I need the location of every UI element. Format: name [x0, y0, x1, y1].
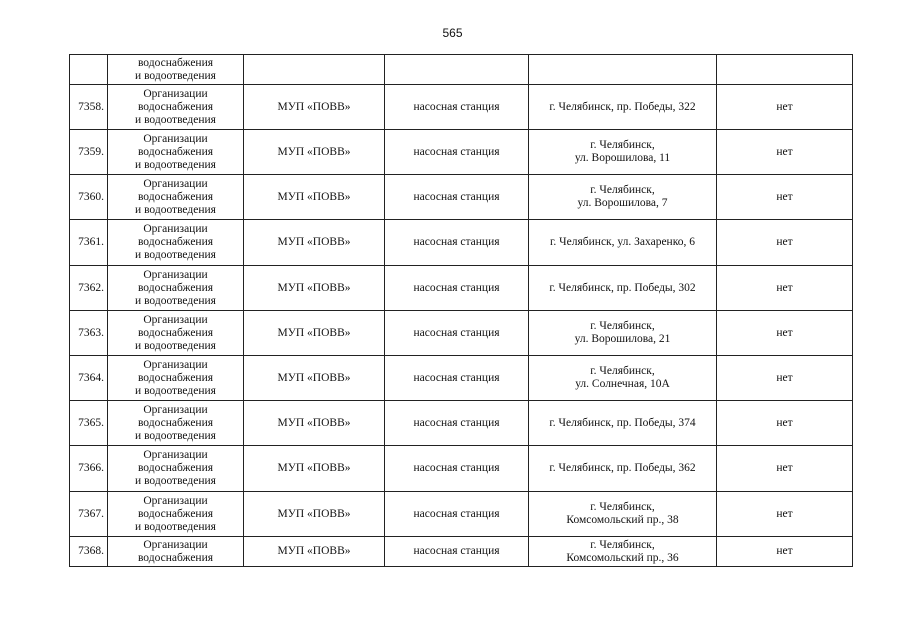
- row-number-cell: 7361.: [70, 220, 108, 266]
- category-line: водоснабжения: [137, 281, 214, 294]
- object-cell: насосная станция: [385, 356, 529, 401]
- category-cell: [108, 175, 244, 220]
- table-row: [70, 130, 853, 175]
- address-line: г. Челябинск,: [590, 320, 655, 332]
- category-line: и водоотведения: [135, 339, 216, 352]
- category-cell: [108, 446, 244, 492]
- category-cell: [108, 55, 244, 85]
- category-cell: [108, 85, 244, 130]
- object-cell: насосная станция: [385, 537, 529, 567]
- owner-cell: [244, 55, 385, 85]
- status-cell: нет: [717, 175, 853, 220]
- table-row: [70, 266, 853, 311]
- category-cell: [108, 130, 244, 175]
- object-cell: насосная станция: [385, 311, 529, 356]
- object-cell: насосная станция: [385, 85, 529, 130]
- category-cell: [108, 266, 244, 311]
- address-line: г. Челябинск, ул. Захаренко, 6: [550, 236, 695, 248]
- status-cell: нет: [717, 85, 853, 130]
- page-number: 565: [442, 26, 463, 40]
- category-line: водоснабжения: [137, 416, 214, 429]
- owner-cell: МУП «ПОВВ»: [244, 492, 385, 537]
- owner-cell: МУП «ПОВВ»: [244, 446, 385, 492]
- address-cell: [529, 130, 717, 175]
- category-line: Организации: [143, 538, 208, 551]
- category-line: и водоотведения: [135, 158, 216, 171]
- owner-cell: МУП «ПОВВ»: [244, 401, 385, 446]
- registry-body: [70, 55, 853, 567]
- category-line: водоснабжения: [137, 371, 214, 384]
- address-cell: [529, 311, 717, 356]
- object-cell: [385, 55, 529, 85]
- address-line: г. Челябинск, пр. Победы, 374: [549, 416, 696, 429]
- object-cell: насосная станция: [385, 130, 529, 175]
- status-cell: нет: [717, 266, 853, 311]
- category-line: водоснабжения: [137, 56, 214, 69]
- address-line: г. Челябинск,: [590, 501, 655, 513]
- row-number-cell: [70, 55, 108, 85]
- address-line: г. Челябинск, пр. Победы, 362: [549, 462, 696, 474]
- row-number-cell: 7364.: [70, 356, 108, 401]
- address-cell: [529, 175, 717, 220]
- table-row-continuation: [70, 55, 853, 85]
- address-line: ул. Солнечная, 10А: [575, 378, 670, 390]
- category-line: и водоотведения: [135, 69, 216, 82]
- address-line: Комсомольский пр., 36: [566, 551, 679, 564]
- status-cell: нет: [717, 446, 853, 492]
- status-cell: нет: [717, 401, 853, 446]
- category-line: Организации: [143, 313, 208, 326]
- status-cell: нет: [717, 220, 853, 266]
- category-line: Организации: [143, 358, 208, 371]
- owner-cell: МУП «ПОВВ»: [244, 537, 385, 567]
- category-line: Организации: [143, 494, 208, 507]
- category-line: и водоотведения: [135, 249, 216, 261]
- object-cell: насосная станция: [385, 446, 529, 492]
- table-row: [70, 356, 853, 401]
- category-line: Организации: [143, 449, 208, 461]
- category-line: и водоотведения: [135, 475, 216, 487]
- address-line: ул. Ворошилова, 21: [574, 333, 671, 345]
- row-number-cell: 7368.: [70, 537, 108, 567]
- category-line: водоснабжения: [137, 462, 214, 474]
- owner-cell: МУП «ПОВВ»: [244, 311, 385, 356]
- status-cell: нет: [717, 492, 853, 537]
- object-cell: насосная станция: [385, 492, 529, 537]
- address-cell: [529, 356, 717, 401]
- owner-cell: МУП «ПОВВ»: [244, 266, 385, 311]
- category-line: Организации: [143, 223, 208, 235]
- row-number-cell: 7367.: [70, 492, 108, 537]
- category-line: Организации: [143, 268, 208, 281]
- object-cell: насосная станция: [385, 175, 529, 220]
- row-number-cell: 7360.: [70, 175, 108, 220]
- table-row: [70, 175, 853, 220]
- owner-cell: МУП «ПОВВ»: [244, 220, 385, 266]
- address-cell: [529, 55, 717, 85]
- category-line: водоснабжения: [137, 507, 214, 520]
- category-line: водоснабжения: [137, 551, 214, 564]
- category-cell: [108, 220, 244, 266]
- row-number-cell: 7365.: [70, 401, 108, 446]
- table-row: [70, 85, 853, 130]
- row-number-cell: 7362.: [70, 266, 108, 311]
- address-line: г. Челябинск, пр. Победы, 322: [549, 100, 696, 113]
- status-cell: нет: [717, 311, 853, 356]
- address-line: г. Челябинск,: [590, 184, 655, 196]
- owner-cell: МУП «ПОВВ»: [244, 356, 385, 401]
- status-cell: [717, 55, 853, 85]
- address-line: г. Челябинск,: [590, 365, 655, 377]
- row-number-cell: 7359.: [70, 130, 108, 175]
- address-line: ул. Ворошилова, 7: [577, 197, 668, 209]
- address-cell: [529, 492, 717, 537]
- table-row: [70, 446, 853, 492]
- category-line: водоснабжения: [137, 190, 214, 203]
- table-row: [70, 311, 853, 356]
- category-line: водоснабжения: [137, 100, 214, 113]
- category-cell: [108, 537, 244, 567]
- category-line: и водоотведения: [135, 113, 216, 126]
- category-line: и водоотведения: [135, 384, 216, 397]
- owner-cell: МУП «ПОВВ»: [244, 175, 385, 220]
- category-line: водоснабжения: [137, 326, 214, 339]
- category-line: водоснабжения: [137, 236, 214, 248]
- category-cell: [108, 311, 244, 356]
- category-line: Организации: [143, 403, 208, 416]
- status-cell: нет: [717, 537, 853, 567]
- category-line: и водоотведения: [135, 203, 216, 216]
- address-line: г. Челябинск,: [590, 139, 655, 151]
- category-line: Организации: [143, 177, 208, 190]
- address-cell: [529, 537, 717, 567]
- table-row: [70, 401, 853, 446]
- table-row: [70, 492, 853, 537]
- category-cell: [108, 356, 244, 401]
- table-row: [70, 537, 853, 567]
- status-cell: нет: [717, 130, 853, 175]
- address-line: ул. Ворошилова, 11: [574, 152, 671, 164]
- address-cell: [529, 401, 717, 446]
- object-cell: насосная станция: [385, 401, 529, 446]
- category-line: и водоотведения: [135, 520, 216, 533]
- object-cell: насосная станция: [385, 266, 529, 311]
- status-cell: нет: [717, 356, 853, 401]
- category-cell: [108, 401, 244, 446]
- category-line: водоснабжения: [137, 145, 214, 158]
- address-cell: [529, 220, 717, 266]
- category-line: и водоотведения: [135, 429, 216, 442]
- category-line: Организации: [143, 132, 208, 145]
- category-line: и водоотведения: [135, 294, 216, 307]
- category-line: Организации: [143, 87, 208, 100]
- row-number-cell: 7358.: [70, 85, 108, 130]
- row-number-cell: 7363.: [70, 311, 108, 356]
- row-number-cell: 7366.: [70, 446, 108, 492]
- owner-cell: МУП «ПОВВ»: [244, 130, 385, 175]
- object-cell: насосная станция: [385, 220, 529, 266]
- address-line: г. Челябинск,: [590, 538, 655, 551]
- address-cell: [529, 266, 717, 311]
- category-cell: [108, 492, 244, 537]
- address-line: г. Челябинск, пр. Победы, 302: [549, 281, 696, 294]
- address-cell: [529, 446, 717, 492]
- owner-cell: МУП «ПОВВ»: [244, 85, 385, 130]
- table-row: [70, 220, 853, 266]
- address-cell: [529, 85, 717, 130]
- address-line: Комсомольский пр., 38: [566, 514, 679, 526]
- registry-table: [69, 54, 853, 567]
